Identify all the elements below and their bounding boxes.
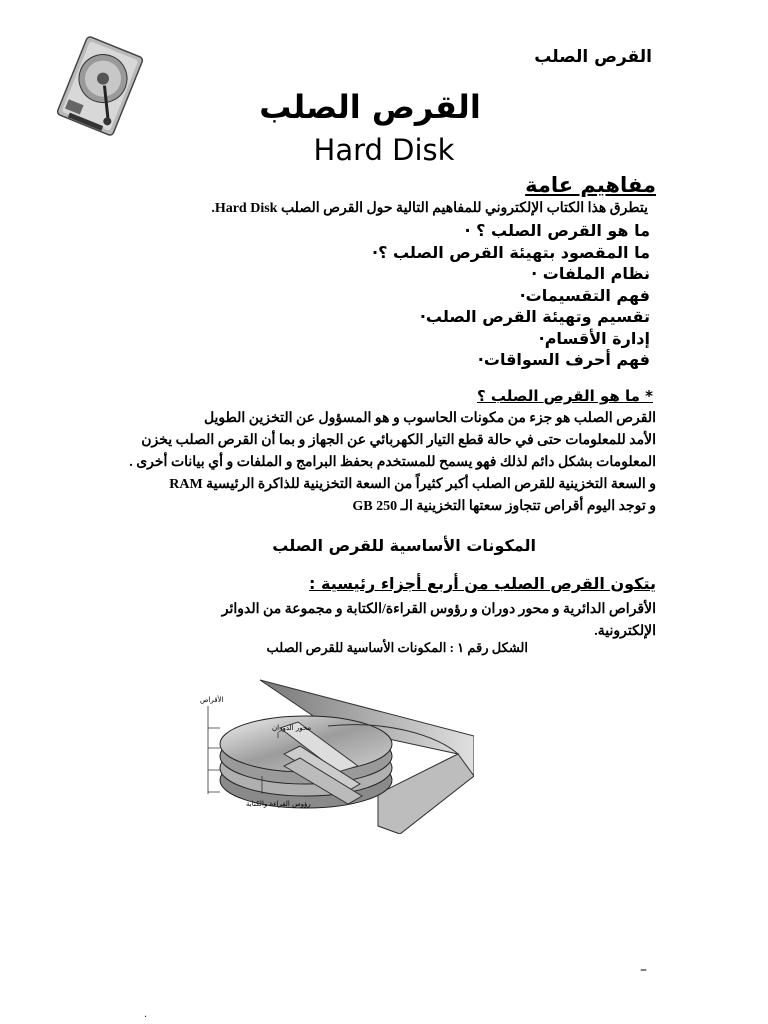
components-heading: المكونات الأساسية للقرص الصلب (272, 536, 536, 555)
concepts-list (372, 220, 650, 371)
header-title: القرص الصلب (534, 47, 652, 67)
list-item: ما المقصود بتهيئة القرص الصلب ؟· (372, 242, 650, 262)
paragraph-line: المعلومات بشكل دائم لذلك فهو يسمح للمستخدم بحفظ البرامج و الملفات و أي بيانات أخرى . (129, 455, 656, 470)
page-subtitle: Hard Disk (313, 133, 455, 167)
what-is-paragraph (96, 408, 656, 518)
paragraph-line: و توجد اليوم أقراص تتجاوز سعتها التخزينية الـ GB 250 (352, 499, 656, 514)
what-is-heading: * ما هو القرص الصلب ؟ (476, 387, 653, 405)
paragraph-line: و السعة التخزينية للقرص الصلب أكبر كثيراً من السعة التخزينية للذاكرة الرئيسية RAM (169, 477, 656, 492)
list-item: إدارة الأقسام· (538, 328, 650, 348)
paragraph-line: القرص الصلب هو جزء من مكونات الحاسوب و هو المسؤول عن التخزين الطويل (203, 411, 656, 426)
paragraph-line: الأقراص الدائرية و محور دوران و رؤوس القراءة/الكتابة و مجموعة من الدوائر (221, 602, 656, 617)
list-item: نظام الملفات · (531, 264, 650, 283)
hard-disk-diagram (188, 676, 474, 834)
list-item: ما هو القرص الصلب ؟ · (464, 221, 650, 240)
paragraph-line: الأمد للمعلومات حتى في حالة قطع التيار الكهربائي عن الجهاز و بما أن القرص الصلب يخزن (141, 433, 656, 448)
figure-label-spindle: محور الدوران (272, 724, 312, 732)
footer-dash: – (640, 962, 647, 978)
concepts-heading: مفاهيم عامة (525, 173, 656, 197)
concepts-intro: يتطرق هذا الكتاب الإلكتروني للمفاهيم التالية حول القرص الصلب Hard Disk. (211, 201, 648, 216)
footer-mark: · (144, 1012, 148, 1023)
paragraph-line: الإلكترونية. (594, 624, 656, 639)
list-item: تقسيم وتهيئة القرص الصلب· (419, 307, 650, 326)
parts-heading: يتكون القرص الصلب من أربع أجزاء رئيسية : (309, 574, 656, 593)
figure-label-platters: الأقراص (200, 696, 224, 704)
list-item: فهم التقسيمات· (519, 285, 650, 305)
figure-label-heads: رؤوس القراءة والكتابة (246, 800, 311, 808)
list-item: فهم أحرف السواقات· (477, 350, 650, 369)
page-title: القرص الصلب (259, 88, 481, 126)
figure-caption: الشكل رقم ١ : المكونات الأساسية للقرص الصلب (266, 640, 528, 655)
parts-paragraph (96, 599, 656, 643)
